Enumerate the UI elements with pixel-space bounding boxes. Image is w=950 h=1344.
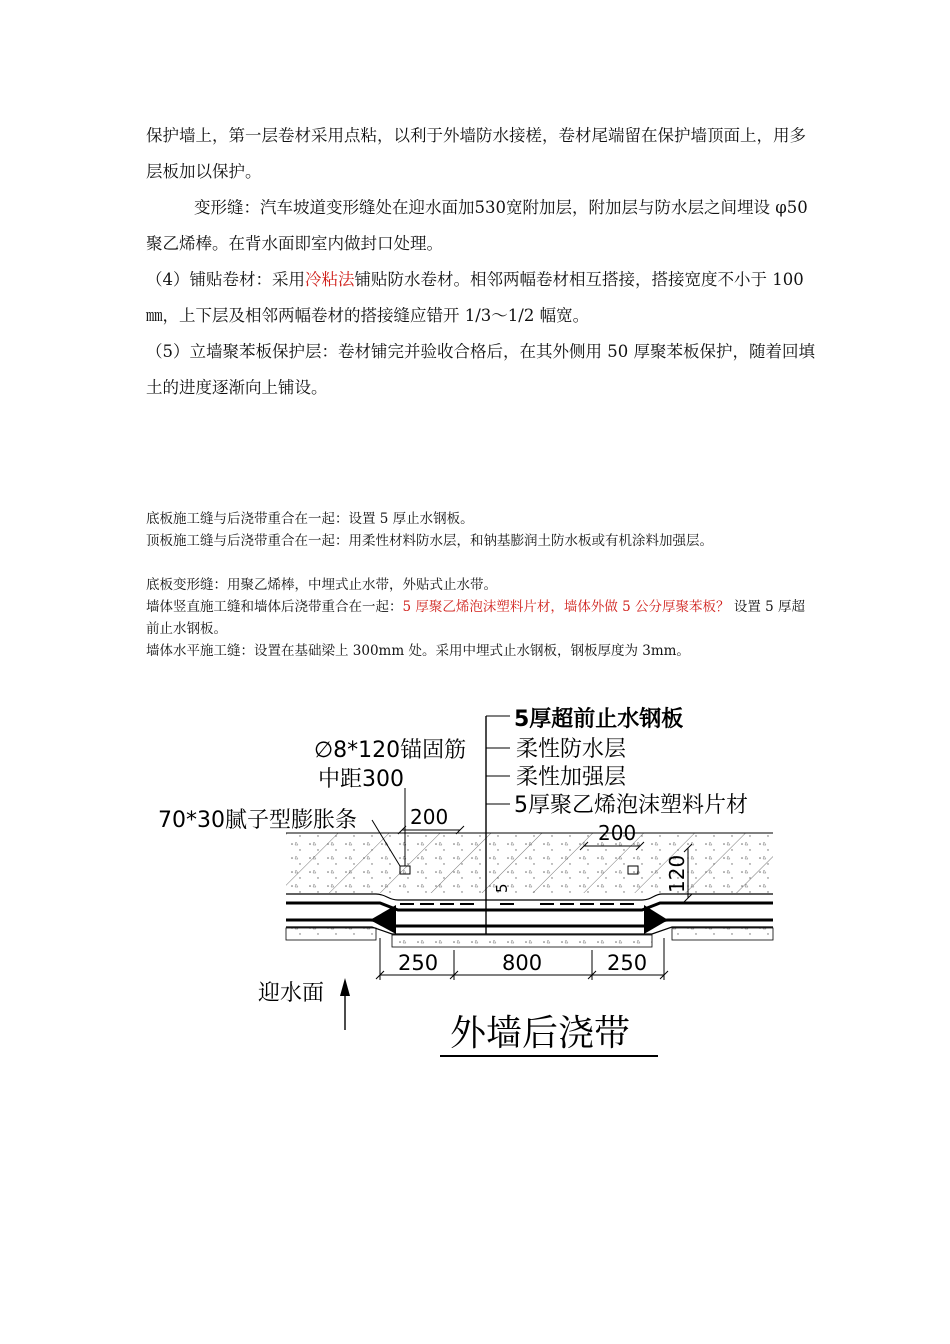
cold-bond-highlight: 冷粘法	[305, 270, 355, 289]
water-face-arrowhead	[340, 978, 350, 996]
note-wall-text-rest: 设置 5 厚超前止水钢板。	[146, 599, 806, 637]
water-face-label: 迎水面	[258, 981, 325, 1006]
dim-800: 800	[502, 951, 543, 975]
paragraph-protection-wall: 保护墙上，第一层卷材采用点粘，以利于外墙防水接槎，卷材尾端留在保护墙顶面上，用多层板加以保护。	[146, 126, 806, 181]
anchor-spacing-label: 中距300	[318, 767, 404, 792]
note-wall-highlight: 5 厚聚乙烯泡沫塑料片材，墙体外做 5 公分厚聚苯板？	[402, 599, 730, 615]
legend-foam-sheet: 5厚聚乙烯泡沫塑料片材	[514, 793, 748, 818]
concrete-wall	[286, 833, 773, 893]
anchor-label: ∅8*120锚固筋	[314, 738, 467, 763]
dim-120-label: 120	[665, 854, 689, 893]
step-4-text: （4）铺贴卷材：采用	[146, 270, 305, 289]
legend-leaders	[486, 748, 510, 804]
step-4-text-rest: 铺贴防水卷材。相邻两幅卷材相互搭接，搭接宽度不小于 100㎜，上下层及相邻两幅卷材的搭接缝应错开 1/3～1/2 幅宽。	[146, 270, 804, 325]
paragraph-deformation-joint: 变形缝：汽车坡道变形缝处在迎水面加530宽附加层，附加层与防水层之间埋设 φ50 聚乙烯棒。在背水面即室内做封口处理。	[146, 198, 808, 253]
dim-250-right: 250	[607, 951, 648, 975]
dim-5-label: 5	[493, 883, 511, 893]
legend-flexible-waterproof: 柔性防水层	[516, 737, 627, 762]
legend-flexible-reinforce: 柔性加强层	[516, 765, 627, 790]
foam-board	[286, 928, 773, 947]
note-floor-deformation: 底板变形缝：用聚乙烯棒，中埋式止水带，外贴式止水带。	[146, 577, 497, 593]
legend-steel-plate: 5厚超前止水钢板	[514, 707, 684, 732]
dim-250-left: 250	[398, 951, 439, 975]
diagram-title: 外墙后浇带	[450, 1013, 631, 1054]
note-roof-joint: 顶板施工缝与后浇带重合在一起：用柔性材料防水层，和钠基膨润土防水板或有机涂料加强层。	[146, 533, 713, 549]
paragraph-step-5: （5）立墙聚苯板保护层：卷材铺完并验收合格后，在其外侧用 50 厚聚苯板保护，随着回填土的进度逐渐向上铺设。	[146, 342, 815, 397]
dim-200-right-label: 200	[598, 821, 637, 845]
expansion-strip-label: 70*30腻子型膨胀条	[158, 808, 357, 833]
note-wall-horizontal-joint: 墙体水平施工缝：设置在基础梁上 300mm 处。采用中埋式止水钢板，钢板厚度为 3mm。	[146, 643, 690, 659]
dim-200-left-label: 200	[410, 805, 449, 829]
note-floor-joint: 底板施工缝与后浇带重合在一起：设置 5 厚止水钢板。	[146, 511, 474, 527]
note-wall-text: 墙体竖直施工缝和墙体后浇带重合在一起：	[146, 599, 403, 615]
